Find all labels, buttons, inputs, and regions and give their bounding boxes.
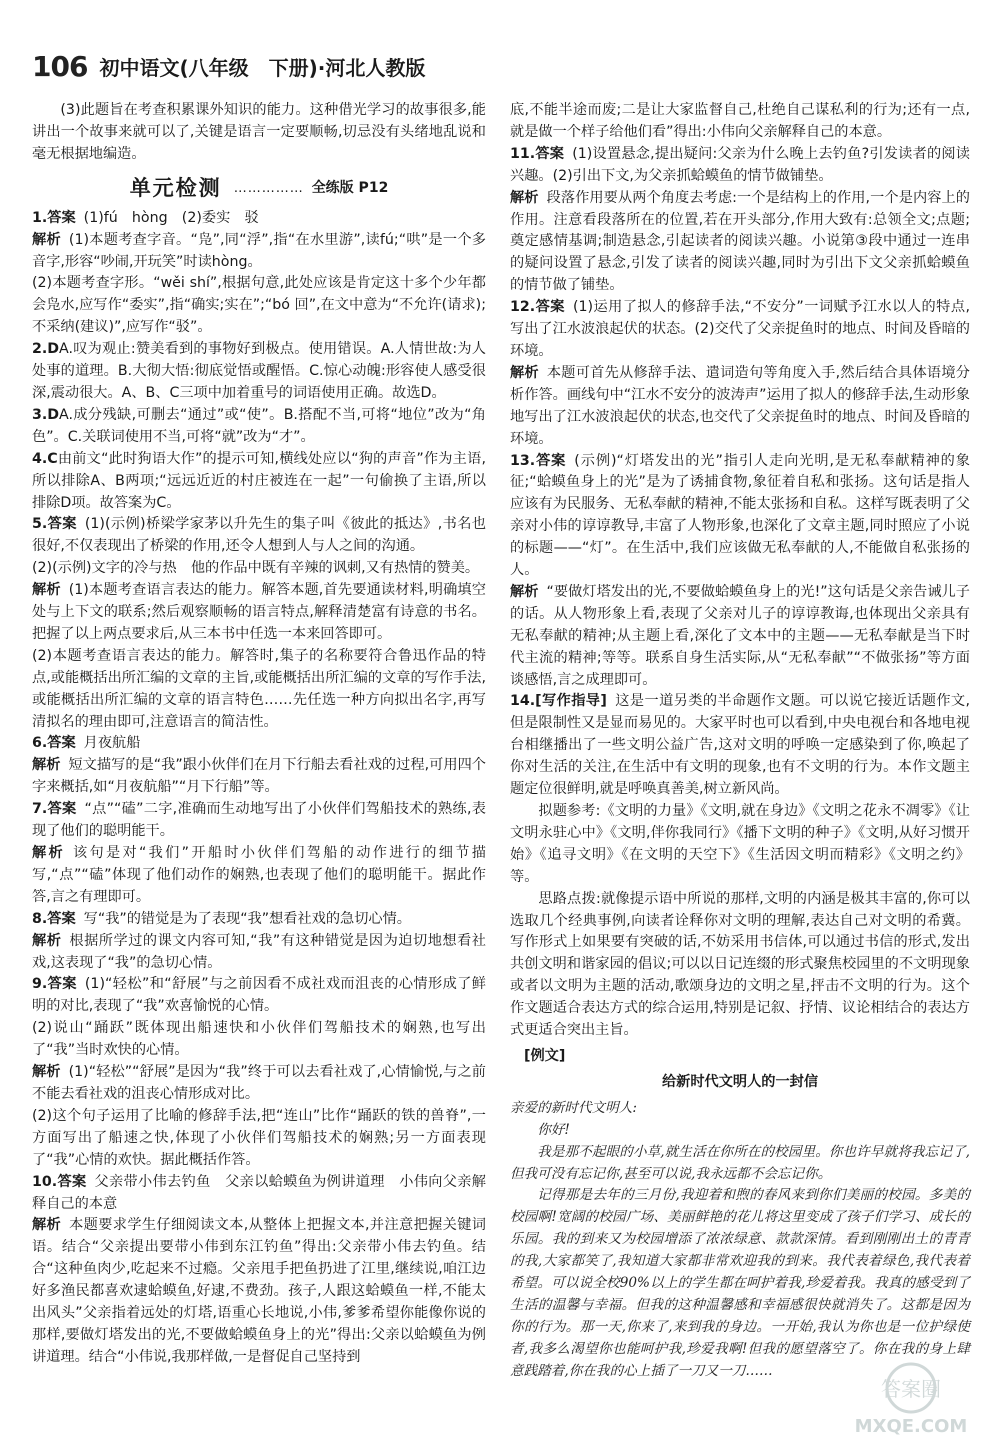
answer-label: 答案	[47, 801, 77, 818]
answer-text: “点”“磕”二字,准确而生动地写出了小伙伴们驾船技术的熟练,表现了他们的聪明能干。	[32, 801, 486, 840]
answer-text: 该句是对“我们”开船时小伙伴们驾船的动作进行的细节描写,“点”“磕”体现了他们动作的娴熟,也表现了他们的聪明能干。据此作答,言之有理即可。	[32, 845, 486, 905]
answer-item	[32, 843, 486, 909]
answer-item	[32, 1172, 486, 1216]
book-title: 初中语文(八年级 下册)·河北人教版	[99, 55, 426, 80]
answer-label: 答案	[47, 976, 77, 993]
question-number: 11.	[510, 145, 536, 162]
right-column	[510, 100, 970, 1383]
question-number: 3.D	[32, 406, 60, 423]
answer-label: 解析	[510, 583, 539, 600]
letter-title: 给新时代文明人的一封信	[661, 1073, 819, 1090]
answer-label: 答案	[47, 735, 76, 752]
answer-item	[32, 273, 486, 339]
answer-text: 本题可首先从修辞手法、遣词造句等角度入手,然后结合具体语境分析作答。画线句中“江水不安分的波涛声”运用了拟人的修辞手法,生动形象地写出了江水波浪起伏的状态,也交代了父亲捉鱼时的地点、时间及昏暗的环境。	[510, 364, 970, 447]
answer-label: 解析	[32, 231, 61, 248]
answer-item	[32, 339, 486, 405]
answer-label: 解析	[32, 932, 62, 949]
question-number: 4.C	[32, 450, 58, 467]
answer-text: (1)fú hòng (2)委实 驳	[83, 209, 259, 226]
answer-item	[32, 646, 486, 734]
answer-text: (1)(示例)桥梁学家茅以升先生的集子叫《彼此的抵达》,书名也很好,不仅表现出了桥梁的作用,还令人想到人与人之间的沟通。	[32, 516, 486, 555]
answer-item	[32, 208, 486, 230]
answer-text: (2)本题考查语言表达的能力。解答时,集子的名称要符合鲁迅作品的特点,或能概括出所汇编的文章的主旨,或能概括出所汇编的文章的写作手法,或能概括出所汇编的文章的语言特色……先任选一种方向拟出名字,再写清拟名的理由即可,注意语言的简洁性。	[32, 647, 486, 730]
answer-item	[32, 1215, 486, 1368]
example-tag: [例文]	[524, 1047, 566, 1064]
watermark-logo	[836, 1360, 986, 1440]
answer-text: 父亲带小伟去钓鱼 父亲以蛤蟆鱼为例讲道理 小伟向父亲解释自己的本意	[32, 1173, 486, 1212]
answer-text: 本题要求学生仔细阅读文本,从整体上把握文本,并注意把握关键词语。结合“父亲提出要带小伟到东江钓鱼”得出:父亲带小伟去钓鱼。结合“这种鱼肉少,吃起来不过瘾。父亲甩手把鱼扔进了江里,继续说,咱江边好多渔民都喜欢逮蛤蟆鱼,好逮,不费劲。孩子,人跟这蛤蟆鱼一样,不能太出风头”父亲指着远处的灯塔,语重心长地说,小伟,爹爹希望你能像你说的那样,要做灯塔发出的光,不要做蛤蟆鱼身上的光”得出:父亲以蛤蟆鱼为例讲道理。结合“小伟说,我那样做,一是督促自己坚持到	[32, 1217, 486, 1365]
letter-paragraph: 记得那是去年的三月份,我迎着和煦的春风来到你们美丽的校园。多美的校园啊!宽阔的校园广场、美丽鲜艳的花儿将这里变成了孩子们学习、成长的乐园。我的到来又为校园增添了浓浓绿意、款款深情。看到刚刚出土的青青的我,大家都笑了,我知道大家都非常欢迎我的到来。我代表着绿色,我代表着希望。可以说全校90%以上的学生都在呵护着我,珍爱着我。我真的感受到了生活的温馨与幸福。但我的这种温馨感和幸福感很快就消失了。这都是因为你的行为。那一天,你来了,来到我的身边。一开始,我认为你也是一位护绿使者,我多么渴望你也能呵护我,珍爱我啊!但我的愿望落空了。你在我的身上肆意践踏着,你在我的心上插了一刀又一刀……	[510, 1187, 970, 1379]
answer-label: 答案	[535, 299, 565, 316]
answer-item	[32, 909, 486, 931]
answer-item	[32, 974, 486, 1018]
answer-label: 答案	[47, 910, 76, 927]
answer-item	[32, 230, 486, 274]
answer-text: 月夜航船	[83, 735, 141, 752]
intro-paragraph: (3)此题旨在考查积累课外知识的能力。这种借光学习的故事很多,能讲出一个故事来就可以了,关键是语言一定要顺畅,切忌没有头绪地乱说和毫无根据地编造。	[32, 102, 486, 162]
question-number: 6.	[32, 735, 48, 752]
answer-item	[510, 451, 970, 582]
question-number: 10.	[32, 1173, 58, 1190]
letter-body	[510, 1098, 970, 1383]
answer-text: 写“我”的错觉是为了表现“我”想看社戏的急切心情。	[83, 910, 411, 927]
answer-label: 答案	[535, 452, 567, 469]
answer-text: (2)本题考查字形。“wěi shí”,根据句意,此处应该是肯定这十多个少年都会凫水,应写作“委实”,指“确实;实在”;“bó 回”,在文中意为“不允许(请求);不采纳(建议)”,应写作“驳”。	[32, 275, 486, 336]
right-answer-list	[510, 144, 970, 1042]
answer-item	[32, 1018, 486, 1062]
left-answer-list	[32, 208, 486, 1369]
answer-item	[32, 799, 486, 843]
continued-paragraph: 底,不能半途而废;二是让大家监督自己,杜绝自己谋私利的行为;还有一点,就是做一个样子给他们看”得出:小伟向父亲解释自己的本意。	[510, 102, 970, 140]
letter-paragraph: 你好!	[537, 1121, 570, 1138]
answer-text: 拟题参考:《文明的力量》《文明,就在身边》《文明之花永不凋零》《让文明永驻心中》《文明,伴你我同行》《播下文明的种子》《文明,从好习惯开始》《追寻文明》《在文明的天空下》《生活因文明而精彩》《文明之约》等。	[510, 803, 970, 885]
answer-label: 答案	[47, 209, 76, 226]
answer-text: 短文描写的是“我”跟小伙伴们在月下行船去看社戏的过程,可用四个字来概括,如“月夜航船”“月下行船”等。	[32, 757, 486, 796]
left-column	[32, 100, 486, 1369]
answer-text: A.成分残缺,可删去“通过”或“使”。B.搭配不当,可将“地位”改为“角色”。C.关联词使用不当,可将“就”改为“才”。	[32, 406, 486, 445]
section-dots: ……………	[233, 180, 304, 196]
question-number: 8.	[32, 910, 48, 927]
answer-item	[510, 188, 970, 298]
letter-salutation: 亲爱的新时代文明人:	[510, 1099, 637, 1116]
answer-text: (示例)“灯塔发出的光”指引人走向光明,是无私奉献精神的象征;“蛤蟆鱼身上的光”是为了诱捕食物,象征着自私和张扬。这句话是指人应该有为民服务、无私奉献的精神,不能太张扬和自私。这样写既表明了父亲对小伟的谆谆教导,丰富了人物形象,也深化了文章主题,同时照应了小说的标题——“灯”。在生活中,我们应该做无私奉献的人,不能做自私张扬的人。	[510, 452, 970, 579]
answer-item	[510, 691, 970, 801]
answer-text: “要做灯塔发出的光,不要做蛤蟆鱼身上的光!”这句话是父亲告诫儿子的话。从人物形象上看,表现了父亲对儿子的谆谆教诲,也体现出父亲具有无私奉献的精神;从主题上看,深化了文本中的主题——无私奉献是当下时代主流的精神;等等。联系自身生活实际,从“无私奉献”“不做张扬”等方面谈感悟,言之成理即可。	[510, 583, 970, 688]
answer-item	[32, 514, 486, 558]
answer-label: 解析	[32, 1064, 61, 1081]
answer-label: 解析	[510, 189, 539, 206]
answer-item	[510, 582, 970, 692]
page-header	[32, 48, 425, 84]
answer-label: 答案	[535, 145, 565, 162]
answer-text: (2)说山“踊跃”既体现出船速快和小伙伴们驾船技术的娴熟,也写出了“我”当时欢快的心情。	[32, 1020, 486, 1059]
section-reference: 全练版 P12	[311, 179, 389, 196]
answer-item	[32, 558, 486, 580]
answer-item	[510, 801, 970, 889]
svg-text:MXQE.COM: MXQE.COM	[854, 1416, 968, 1437]
answer-text: 由前文“此时狗语大作”的提示可知,横线处应以“狗的声音”作为主语,所以排除A、B两项;“远远近近的村庄被连在一起”一句偷换了主语,所以排除D项。故答案为C。	[32, 450, 486, 511]
page-number: 106	[32, 49, 88, 83]
question-number: 9.	[32, 976, 48, 993]
question-number: 13.	[510, 452, 536, 469]
answer-text: (1)运用了拟人的修辞手法,“不安分”一词赋予江水以人的特点,写出了江水波浪起伏的状态。(2)交代了父亲捉鱼时的地点、时间及昏暗的环境。	[510, 299, 970, 359]
answer-item	[510, 889, 970, 1042]
answer-label: 解析	[32, 582, 61, 599]
letter-paragraph: 我是那不起眼的小草,就生活在你所在的校园里。你也许早就将我忘记了,但我可没有忘记你,甚至可以说,我永远都不会忘记你。	[510, 1143, 970, 1182]
answer-text: 思路点拨:就像提示语中所说的那样,文明的内涵是极其丰富的,你可以选取几个经典事例,向读者诠释你对文明的理解,表达自己对文明的希冀。写作形式上如果要有突破的话,不妨采用书信体,可以通过书信的形式,发出共创文明和谐家园的倡议;可以以日记连缀的形式聚焦校园里的不文明现象或者以文明为主题的活动,歌颂身边的文明之星,抨击不文明的行为。这个作文题适合表达方式的综合运用,特别是记叙、抒情、议论相结合的表达方式更适合突出主旨。	[510, 890, 970, 1039]
answer-text: A.叹为观止:赞美看到的事物好到极点。使用错误。A.人情世故:为人处事的道理。B.大彻大悟:彻底觉悟或醒悟。C.惊心动魄:形容使人感受很深,震动很大。A、B、C三项中加着重号的词语使用正确。故选D。	[32, 341, 486, 401]
answer-item	[510, 144, 970, 188]
answer-label: 答案	[57, 1173, 87, 1190]
answer-text: (2)(示例)文字的冷与热 他的作品中既有辛辣的讽刺,又有热情的赞美。	[32, 560, 480, 577]
answer-text: 根据所学过的课文内容可知,“我”有这种错觉是因为迫切地想看社戏,这表现了“我”的急切心情。	[32, 932, 486, 971]
answer-item	[32, 449, 486, 515]
question-number: 14.	[510, 693, 536, 710]
answer-text: 这是一道另类的半命题作文题。可以说它接近话题作文,但是限制性又是显而易见的。大家平时也可以看到,中央电视台和各地电视台相继播出了一些文明公益广告,这对文明的呼唤一定感染到了你,唤起了你对生活的关注,在生活中有文明的现象,也有不文明的行为。本作文题主题定位很鲜明,就是呼唤真善美,树立新风尚。	[510, 693, 971, 798]
answer-item	[32, 405, 486, 449]
answer-item	[510, 297, 970, 363]
answer-item	[32, 755, 486, 799]
section-heading	[32, 174, 486, 204]
answer-text: (2)这个句子运用了比喻的修辞手法,把“连山”比作“踊跃的铁的兽脊”,一方面写出了船速之快,体现了小伙伴们驾船技术的娴熟;另一方面表现了“我”心情的欢快。据此概括作答。	[32, 1107, 486, 1168]
answer-label: 解析	[32, 1217, 62, 1234]
answer-label: 解析	[32, 757, 61, 774]
answer-label: 解析	[32, 845, 65, 861]
answer-label: [写作指导]	[535, 693, 607, 710]
question-number: 7.	[32, 801, 48, 818]
answer-text: 段落作用要从两个角度去考虑:一个是结构上的作用,一个是内容上的作用。注意看段落所在的位置,若在开头部分,作用大致有:总领全文;点题;奠定感情基调;制造悬念,引起读者的阅读兴趣。小说第③段中通过一连串的疑问设置了悬念,引发了读者的阅读兴趣,同时为引出下文父亲抓蛤蟆鱼的情节做了铺垫。	[510, 189, 970, 294]
answer-item	[32, 1106, 486, 1172]
answer-item	[32, 733, 486, 755]
answer-text: (1)“轻松”“舒展”是因为“我”终于可以去看社戏了,心情愉悦,与之前不能去看社戏的沮丧心情形成对比。	[32, 1064, 486, 1102]
question-number: 12.	[510, 299, 536, 316]
answer-text: (1)设置悬念,提出疑问:父亲为什么晚上去钓鱼?引发读者的阅读兴趣。(2)引出下文,为父亲抓蛤蟆鱼的情节做铺垫。	[510, 145, 970, 184]
section-title: 单元检测	[129, 175, 222, 200]
answer-item	[32, 931, 486, 975]
answer-label: 解析	[510, 364, 539, 381]
answer-item	[510, 363, 970, 451]
answer-text: (1)“轻松”和“舒展”与之前因看不成社戏而沮丧的心情形成了鲜明的对比,表现了“我”欢喜愉悦的心情。	[32, 976, 486, 1015]
svg-text:答案圈: 答案圈	[881, 1377, 941, 1401]
answer-item	[32, 580, 486, 646]
question-number: 5.	[32, 516, 48, 533]
answer-text: (1)本题考查字音。“凫”,同“浮”,指“在水里游”,读fú;“哄”是一个多音字,形容“吵闹,开玩笑”时读hòng。	[32, 231, 486, 270]
answer-item	[32, 1062, 486, 1106]
answer-label: 答案	[47, 516, 77, 533]
question-number: 2.D	[32, 341, 60, 358]
answer-text: (1)本题考查语言表达的能力。解答本题,首先要通读材料,明确填空处与上下文的联系;然后观察顺畅的语言特点,解释清楚富有诗意的书名。把握了以上两点要求后,从三本书中任选一本来回答即可。	[32, 582, 486, 642]
question-number: 1.	[32, 209, 48, 226]
